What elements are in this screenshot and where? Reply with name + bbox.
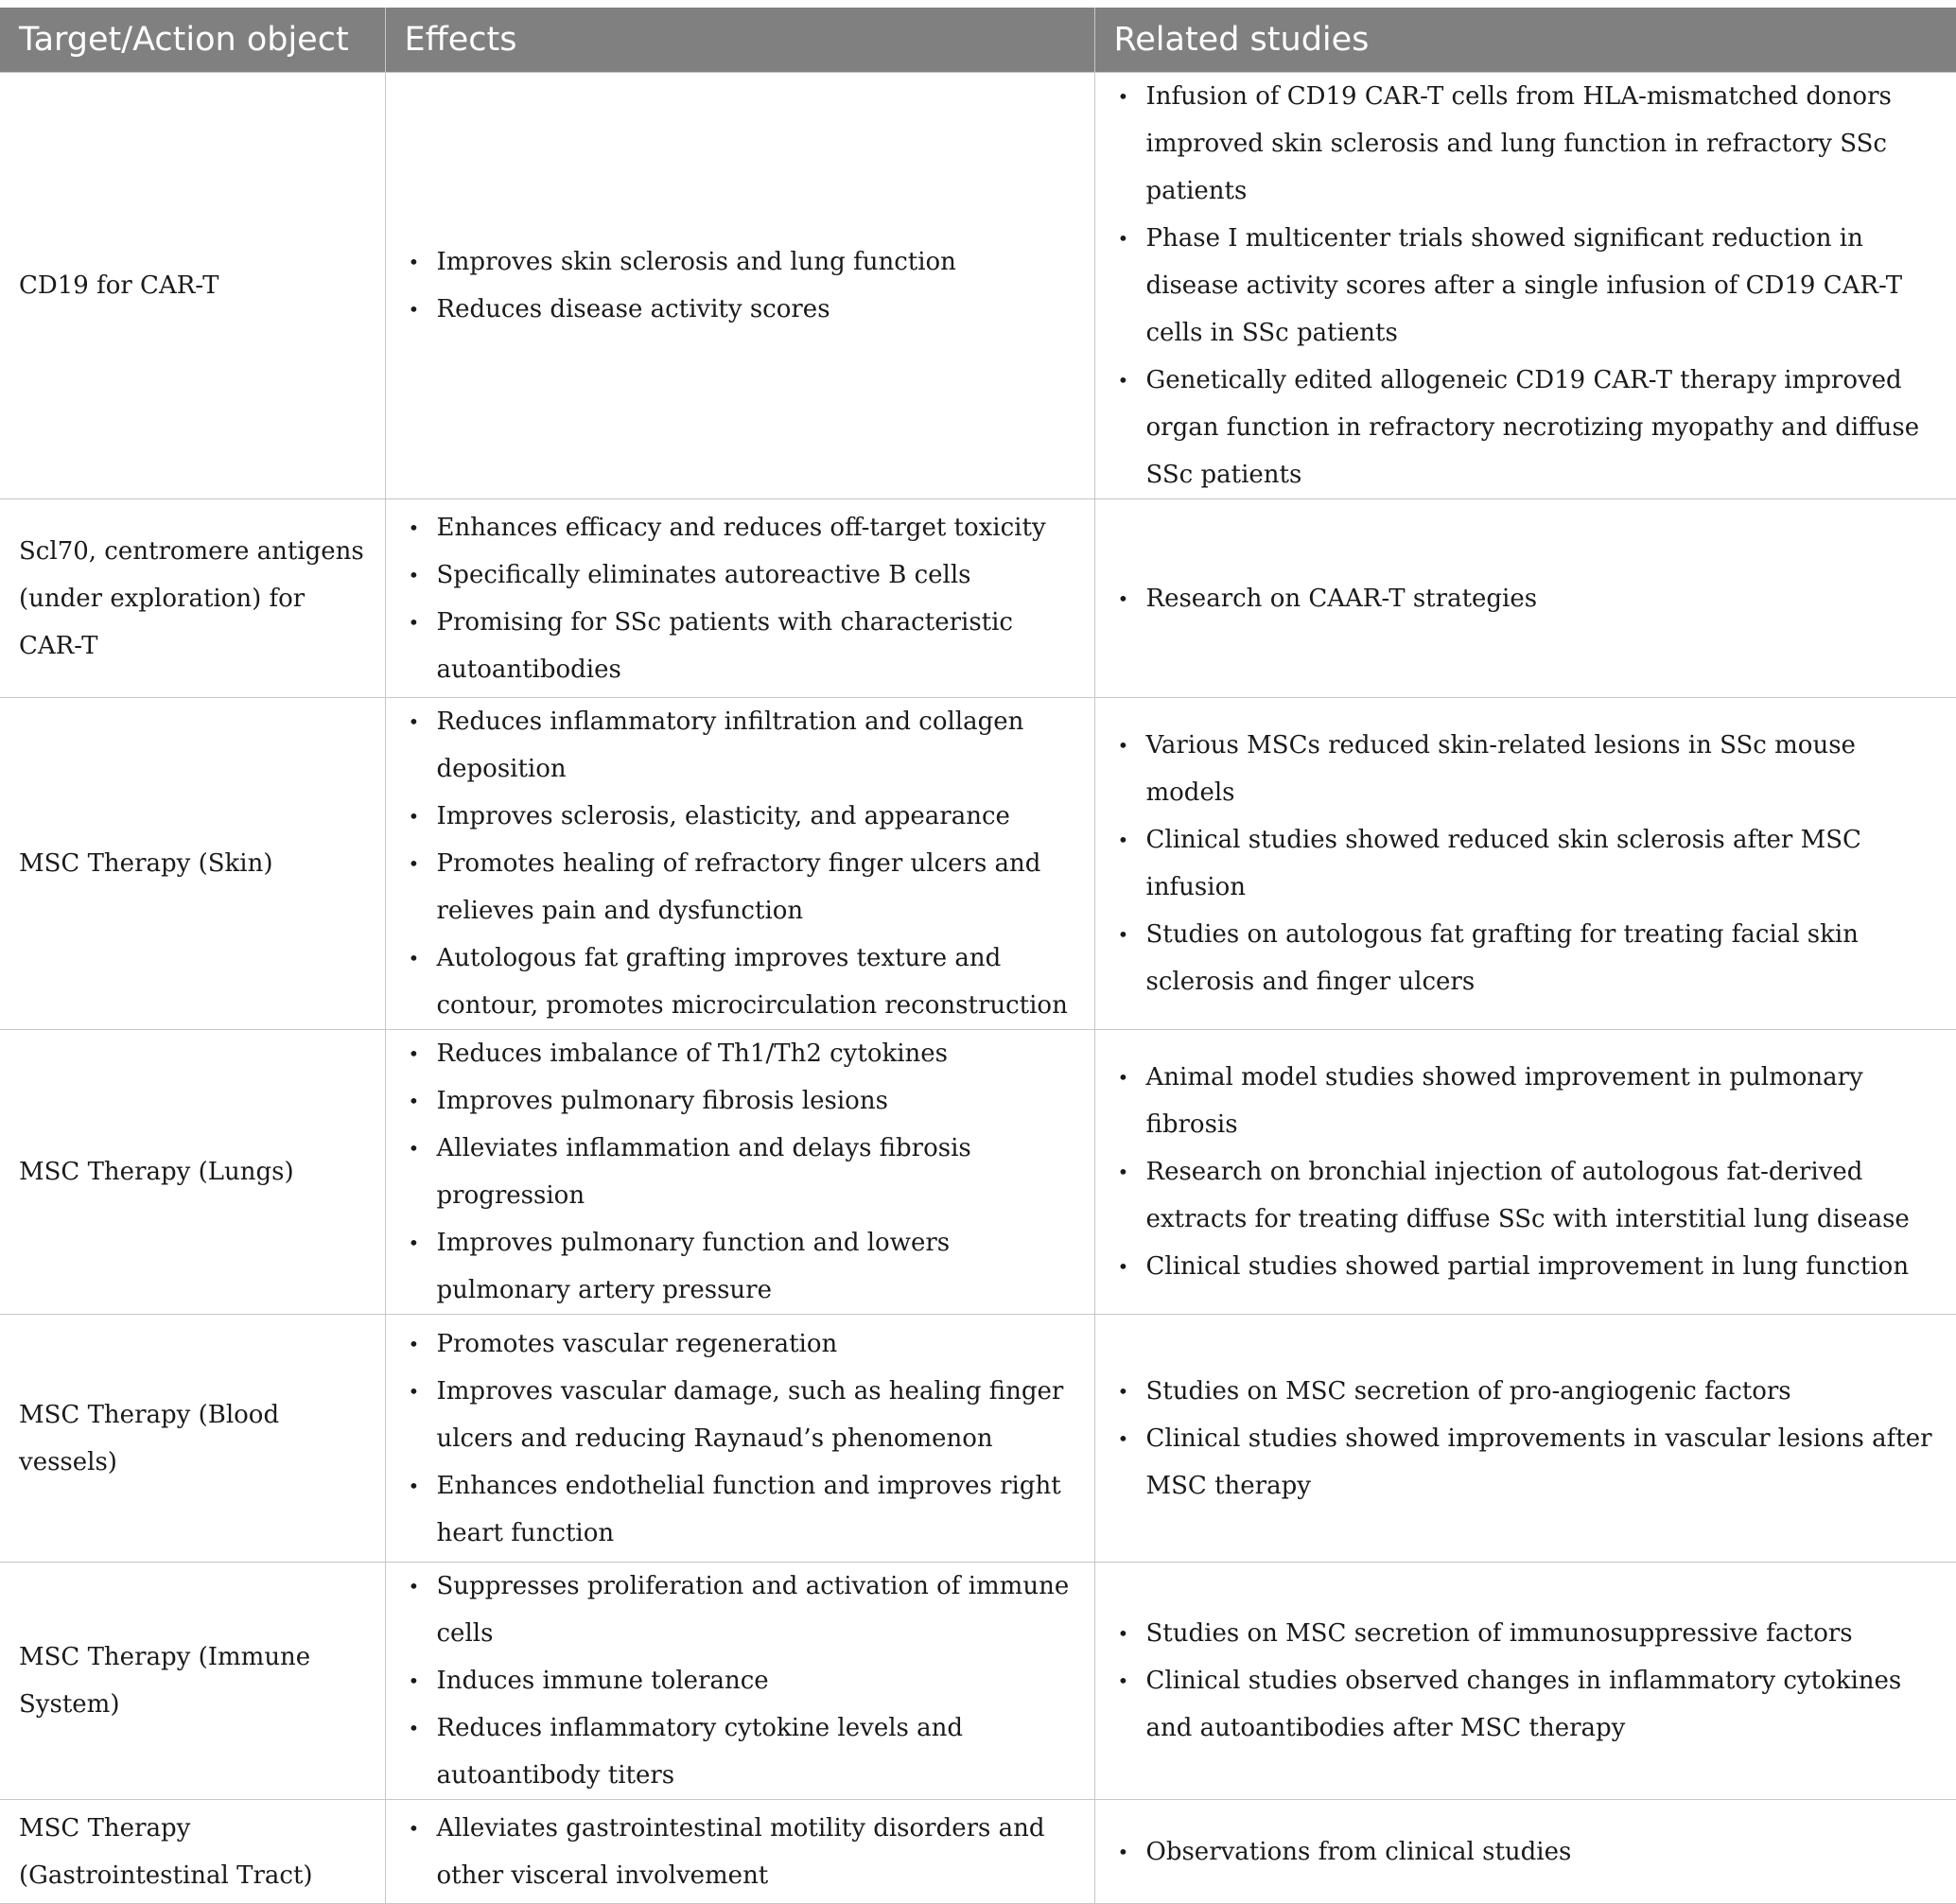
list-item: • Suppresses proliferation and activation of immune cells (405, 1563, 1075, 1657)
list-item: • Clinical studies observed changes in inflammatory cytokines and autoantibodies after MSC therapy (1114, 1657, 1938, 1752)
table-row (0, 499, 1956, 698)
list-item: • Research on CAAR-T strategies (1114, 575, 1938, 622)
effects-cell (385, 698, 1094, 1030)
header-target: Target/Action object (0, 8, 385, 73)
table-row (0, 73, 1956, 499)
header-effects: Effects (385, 8, 1094, 73)
therapy-table-container (0, 8, 1956, 1904)
table-row (0, 1315, 1956, 1563)
list-item: • Infusion of CD19 CAR-T cells from HLA-mismatched donors improved skin sclerosis and lung function in refractory SSc patients (1114, 73, 1938, 215)
list-item: • Studies on autologous fat grafting for treating facial skin sclerosis and finger ulcers (1114, 911, 1938, 1005)
list-item: • Promotes vascular regeneration (405, 1320, 1075, 1368)
effects-list (405, 1030, 1075, 1314)
header-row (0, 8, 1956, 73)
effects-cell (385, 1800, 1094, 1904)
list-item: • Reduces imbalance of Th1/Th2 cytokines (405, 1030, 1075, 1077)
table-row (0, 1030, 1956, 1315)
list-item: • Improves pulmonary fibrosis lesions (405, 1077, 1075, 1125)
studies-list (1114, 575, 1938, 622)
target-cell: MSC Therapy (Blood vessels) (0, 1315, 385, 1563)
target-cell: MSC Therapy (Skin) (0, 698, 385, 1030)
effects-cell (385, 73, 1094, 499)
studies-list (1114, 1828, 1938, 1876)
list-item: • Genetically edited allogeneic CD19 CAR-T therapy improved organ function in refractory necrotizing myopathy and diffuse SSc patients (1114, 357, 1938, 498)
studies-cell (1094, 499, 1956, 698)
list-item: • Promotes healing of refractory finger ulcers and relieves pain and dysfunction (405, 840, 1075, 935)
studies-cell (1094, 1315, 1956, 1563)
effects-list (405, 238, 1075, 333)
list-item: • Alleviates inflammation and delays fibrosis progression (405, 1125, 1075, 1219)
studies-cell (1094, 1800, 1956, 1904)
list-item: • Specifically eliminates autoreactive B cells (405, 551, 1075, 599)
effects-cell (385, 1315, 1094, 1563)
list-item: • Clinical studies showed improvements in vascular lesions after MSC therapy (1114, 1415, 1938, 1510)
header-related-studies: Related studies (1094, 8, 1956, 73)
target-cell: Scl70, centromere antigens (under exploration) for CAR-T (0, 499, 385, 698)
studies-cell (1094, 698, 1956, 1030)
list-item: • Enhances efficacy and reduces off-target toxicity (405, 504, 1075, 551)
list-item: • Improves skin sclerosis and lung function (405, 238, 1075, 286)
list-item: • Induces immune tolerance (405, 1657, 1075, 1704)
studies-list (1114, 722, 1938, 1005)
effects-cell (385, 1030, 1094, 1315)
target-cell: MSC Therapy (Gastrointestinal Tract) (0, 1800, 385, 1904)
target-cell: CD19 for CAR-T (0, 73, 385, 499)
target-cell: MSC Therapy (Lungs) (0, 1030, 385, 1315)
effects-list (405, 1320, 1075, 1557)
target-cell: MSC Therapy (Immune System) (0, 1563, 385, 1800)
list-item: • Studies on MSC secretion of immunosuppressive factors (1114, 1610, 1938, 1657)
studies-cell (1094, 73, 1956, 499)
list-item: • Promising for SSc patients with characteristic autoantibodies (405, 599, 1075, 693)
list-item: • Reduces inflammatory cytokine levels and autoantibody titers (405, 1704, 1075, 1799)
table-row (0, 698, 1956, 1030)
table-body (0, 73, 1956, 1904)
list-item: • Reduces disease activity scores (405, 286, 1075, 333)
list-item: • Studies on MSC secretion of pro-angiogenic factors (1114, 1368, 1938, 1415)
list-item: • Various MSCs reduced skin-related lesions in SSc mouse models (1114, 722, 1938, 816)
studies-list (1114, 1368, 1938, 1510)
list-item: • Improves vascular damage, such as healing finger ulcers and reducing Raynaud’s phenomenon (405, 1368, 1075, 1462)
effects-cell (385, 1563, 1094, 1800)
studies-list (1114, 1054, 1938, 1290)
table-header (0, 8, 1956, 73)
list-item: • Alleviates gastrointestinal motility disorders and other visceral involvement (405, 1805, 1075, 1899)
studies-cell (1094, 1030, 1956, 1315)
effects-list (405, 698, 1075, 1029)
list-item: • Improves pulmonary function and lowers pulmonary artery pressure (405, 1219, 1075, 1314)
studies-list (1114, 73, 1938, 498)
list-item: • Research on bronchial injection of autologous fat-derived extracts for treating diffuse SSc with interstitial lung disease (1114, 1148, 1938, 1243)
list-item: • Enhances endothelial function and improves right heart function (405, 1462, 1075, 1557)
list-item: • Improves sclerosis, elasticity, and appearance (405, 793, 1075, 840)
list-item: • Reduces inflammatory infiltration and collagen deposition (405, 698, 1075, 793)
effects-list (405, 1563, 1075, 1799)
therapy-table (0, 8, 1956, 1904)
list-item: • Autologous fat grafting improves texture and contour, promotes microcirculation reconstruction (405, 935, 1075, 1029)
list-item: • Animal model studies showed improvement in pulmonary fibrosis (1114, 1054, 1938, 1148)
effects-list (405, 1805, 1075, 1899)
list-item: • Observations from clinical studies (1114, 1828, 1938, 1876)
list-item: • Clinical studies showed reduced skin sclerosis after MSC infusion (1114, 816, 1938, 911)
studies-cell (1094, 1563, 1956, 1800)
effects-cell (385, 499, 1094, 698)
list-item: • Clinical studies showed partial improvement in lung function (1114, 1243, 1938, 1290)
list-item: • Phase I multicenter trials showed significant reduction in disease activity scores after a single infusion of CD19 CAR-T cells in SSc patients (1114, 215, 1938, 357)
studies-list (1114, 1610, 1938, 1752)
effects-list (405, 504, 1075, 693)
table-row (0, 1800, 1956, 1904)
table-row (0, 1563, 1956, 1800)
